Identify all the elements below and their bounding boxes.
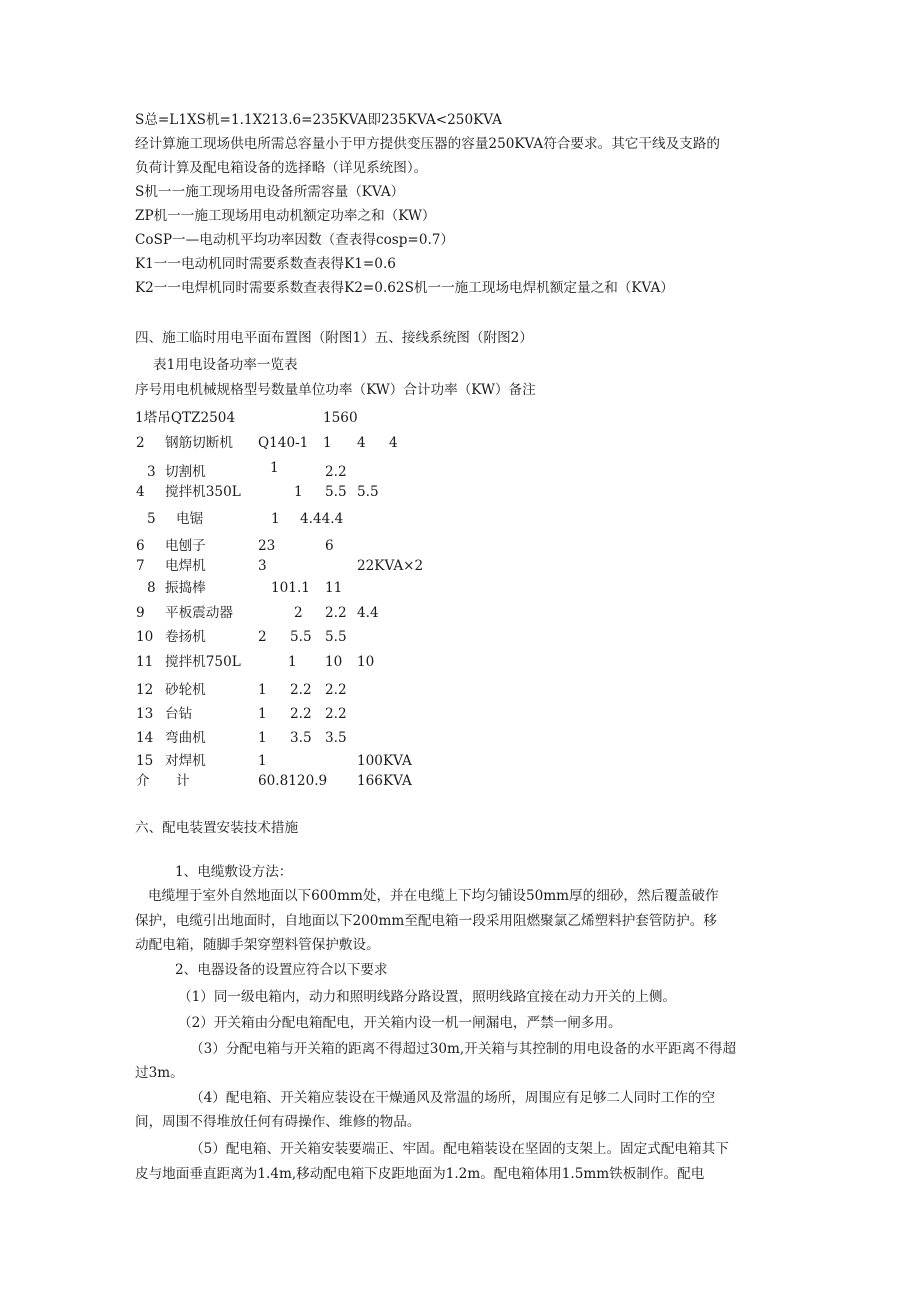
cell-total: 4.4: [357, 605, 379, 621]
requirement-item: 间，周围不得堆放任何有碍操作、维修的物品。: [135, 1114, 421, 1130]
cell-model: Q140-1: [258, 435, 309, 451]
cell-name: 切割机: [165, 464, 206, 480]
paragraph-line: 电缆埋于室外自然地面以下600mm处，并在电缆上下均匀铺设50mm厚的细砂，然后覆盖破作: [148, 888, 719, 904]
cell-unit: 6: [325, 538, 334, 554]
cell-no: 15: [136, 753, 154, 769]
cell-no: 3: [147, 464, 156, 480]
cell-no: 13: [136, 706, 154, 722]
cell-qty: 2: [258, 629, 267, 645]
cell-unit: 4.44.4: [300, 511, 344, 527]
cell-unit: 2.2: [325, 464, 347, 480]
cell-qty: 1: [258, 753, 267, 769]
cell-unit: 5.5: [325, 484, 347, 500]
cell-qty: 1: [270, 460, 279, 476]
requirement-item: （5）配电箱、开关箱安装要端正、牢固。配电箱装设在坚固的支架上。固定式配电箱其下: [190, 1141, 729, 1157]
cell-total: 5.5: [357, 484, 379, 500]
formula-line: K2一一电焊机同时需要系数查表得K2=0.62S机一一施工现场电焊机额定量之和（KVA）: [135, 280, 674, 296]
total-label-b: 计: [176, 773, 190, 789]
section-heading: 四、施工临时用电平面布置图（附图1）五、接线系统图（附图2）: [135, 330, 533, 346]
total-label-a: 介: [136, 773, 150, 789]
cell-qty: 1: [258, 706, 267, 722]
formula-line: CoSP一—电动机平均功率因数（查表得cosp=0.7）: [135, 232, 455, 248]
cell-name: 弯曲机: [165, 730, 206, 746]
requirement-item: （4）配电箱、开关箱应装设在干燥通风及常温的场所，周围应有足够二人同时工作的空: [190, 1090, 716, 1106]
cell-note: 22KVA×2: [357, 558, 424, 574]
cell-qty: 3: [258, 558, 267, 574]
cell-total: 3.5: [325, 730, 347, 746]
cell-total: 10: [357, 654, 375, 670]
table-header: 序号用电机械规格型号数量单位功率（KW）合计功率（KW）备注: [135, 382, 536, 398]
requirement-item: （3）分配电箱与开关箱的距离不得超过30m,开关箱与其控制的用电设备的水平距离不得超: [190, 1041, 737, 1057]
cell-unit: 2.2: [290, 682, 312, 698]
cell-unit: 10: [325, 654, 343, 670]
cell-qty: 1: [271, 511, 280, 527]
cell-no-name: 1塔吊QTZ2504: [135, 410, 236, 426]
cell-unit: 4: [357, 435, 366, 451]
total-note: 166KVA: [357, 773, 412, 789]
section-heading: 六、配电装置安装技术措施: [135, 820, 299, 836]
cell-qty: 1: [323, 435, 332, 451]
formula-line: S机一一施工现场用电设备所需容量（KVA）: [135, 184, 405, 200]
total-values: 60.8120.9: [258, 773, 328, 789]
formula-line: S总=L1XS机=1.1X213.6=235KVA即235KVA<250KVA: [135, 112, 502, 128]
cell-note: 100KVA: [357, 753, 412, 769]
cell-qty: 1: [294, 484, 303, 500]
cell-qty: 2: [294, 605, 303, 621]
requirement-item: 皮与地面垂直距离为1.4m,移动配电箱下皮距地面为1.2m。配电箱体用1.5mm铁板制作。配电: [135, 1166, 705, 1182]
cell-no: 12: [136, 682, 154, 698]
cell-no: 2: [136, 435, 145, 451]
requirement-item: （2）开关箱由分配电箱配电，开关箱内设一机一闸漏电，严禁一闸多用。: [178, 1015, 622, 1031]
cell-qty: 1: [258, 730, 267, 746]
cell-name: 电锯: [176, 511, 204, 527]
subsection-heading: 2、电器设备的设置应符合以下要求: [175, 962, 388, 978]
paragraph-line: 动配电箱，随脚手架穿塑料管保护敷设。: [135, 937, 380, 953]
cell-unit: 5.5: [290, 629, 312, 645]
cell-total: 2.2: [325, 706, 347, 722]
cell-no: 4: [136, 484, 145, 500]
cell-no: 8: [147, 580, 156, 596]
cell-name: 电焊机: [165, 558, 206, 574]
cell-name: 平板震动器: [165, 605, 233, 621]
cell-qty: 1: [258, 682, 267, 698]
cell-no: 10: [136, 629, 154, 645]
cell-no: 5: [147, 511, 156, 527]
cell-qty: 1: [288, 654, 297, 670]
cell-unit: 2.2: [290, 706, 312, 722]
formula-line: 负荷计算及配电箱设备的选择略（详见系统图）。: [135, 160, 428, 176]
cell-total: 4: [389, 435, 398, 451]
cell-no: 11: [136, 654, 154, 670]
cell-unit: 11: [325, 580, 343, 596]
cell-unit: 3.5: [290, 730, 312, 746]
cell-unit: 2.2: [325, 605, 347, 621]
cell-name: 砂轮机: [165, 682, 206, 698]
subsection-heading: 1、电缆敷设方法：: [175, 864, 293, 880]
cell-total: 5.5: [325, 629, 347, 645]
table-title: 表1用电设备功率一览表: [153, 357, 298, 373]
cell-name: 钢筋切断机: [165, 435, 233, 451]
cell-name: 搅拌机750L: [165, 654, 241, 670]
cell-values: 1560: [323, 410, 358, 426]
formula-line: K1一一电动机同时需要系数查表得K1=0.6: [135, 256, 396, 272]
cell-no: 7: [136, 558, 145, 574]
cell-name: 对焊机: [165, 753, 206, 769]
requirement-item: 过3m。: [135, 1065, 184, 1081]
cell-no: 9: [136, 605, 145, 621]
cell-qty: 101.1: [271, 580, 310, 596]
cell-no: 14: [136, 730, 154, 746]
requirement-item: （1）同一级电箱内，动力和照明线路分路设置，照明线路宜接在动力开关的上侧。: [178, 989, 677, 1005]
cell-qty: 23: [258, 538, 276, 554]
paragraph-line: 保护，电缆引出地面时，自地面以下200mm至配电箱一段采用阻燃聚氯乙烯塑料护套管防护。移: [135, 913, 717, 929]
cell-total: 2.2: [325, 682, 347, 698]
cell-name: 电刨子: [165, 538, 206, 554]
cell-name: 台钻: [165, 706, 193, 722]
cell-name: 振捣棒: [165, 580, 206, 596]
formula-line: 经计算施工现场供电所需总容量小于甲方提供变压器的容量250KVA符合要求。其它干线及支路的: [135, 136, 720, 152]
formula-line: ZP机一一施工现场用电动机额定功率之和（KW）: [135, 208, 436, 224]
cell-no: 6: [136, 538, 145, 554]
cell-name: 搅拌机350L: [165, 484, 241, 500]
cell-name: 卷扬机: [165, 629, 206, 645]
